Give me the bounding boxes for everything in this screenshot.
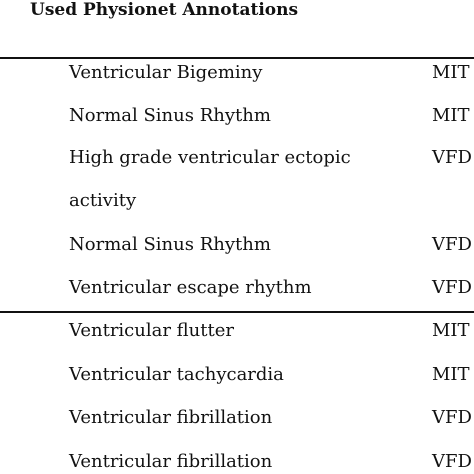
table-row xyxy=(0,406,474,430)
row-description: Ventricular fibrillation xyxy=(69,407,273,428)
table-row xyxy=(0,61,474,85)
table-row xyxy=(0,146,474,170)
row-source: MIT xyxy=(432,62,470,83)
row-description: Normal Sinus Rhythm xyxy=(69,105,271,126)
row-description: activity xyxy=(69,190,137,211)
row-description: Ventricular flutter xyxy=(69,320,234,341)
row-source: VFD xyxy=(432,147,472,168)
row-source: VFD xyxy=(432,407,472,428)
row-source: MIT xyxy=(432,105,470,126)
table-row xyxy=(0,319,474,343)
row-source: VFD xyxy=(432,234,472,255)
table-rule-middle xyxy=(0,311,474,313)
row-description: Ventricular tachycardia xyxy=(69,364,284,385)
table-row xyxy=(0,104,474,128)
row-description: Ventricular fibrillation xyxy=(69,451,273,472)
table-title: Used Physionet Annotations xyxy=(30,0,299,20)
table-row xyxy=(0,276,474,300)
table-row xyxy=(0,450,474,474)
table-rule-top xyxy=(0,57,474,59)
row-description: Ventricular Bigeminy xyxy=(69,62,263,83)
row-description: Normal Sinus Rhythm xyxy=(69,234,271,255)
table-row-continuation xyxy=(0,189,474,213)
table-row xyxy=(0,233,474,257)
row-source: MIT xyxy=(432,320,470,341)
row-source: MIT xyxy=(432,364,470,385)
row-description: High grade ventricular ectopic xyxy=(69,147,351,168)
row-source: VFD xyxy=(432,277,472,298)
table-row xyxy=(0,363,474,387)
row-source: VFD xyxy=(432,451,472,472)
row-description: Ventricular escape rhythm xyxy=(69,277,312,298)
